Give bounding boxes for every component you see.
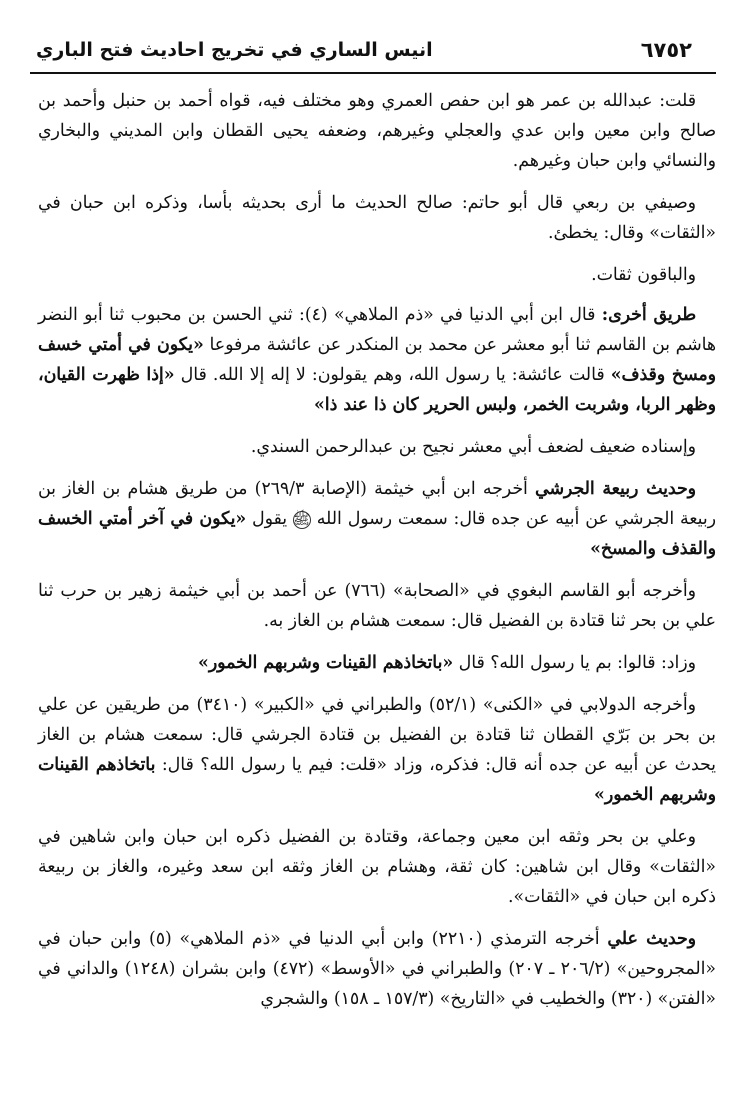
paragraph-text: وأخرجه الدولابي في «الكنى» (٥٢/١) والطبراني في «الكبير» (٣٤١٠) من طريقين عن علي بن بحر بن بَرّي القطان ثنا قتادة بن الفضيل بن قتادة الجرشي قال: سمعت هشام بن الغاز يحدث عن أبيه عن جده أنه قال: فذكره، وزاد «قلت: فيم يا رسول الله؟ قال: xyxy=(38,695,716,775)
section-heading: وحديث ربيعة الجرشي xyxy=(535,479,696,499)
hadith-quote: «إذا ظهرت القيان، وظهر الربا، وشربت الخمر، ولبس الحرير كان ذا عند ذا» xyxy=(38,365,716,415)
paragraph-8 xyxy=(38,648,716,678)
hadith-quote: باتخاذهم القينات وشربهم الخمور» xyxy=(38,755,716,805)
paragraph-9 xyxy=(38,690,716,810)
paragraph-text: أخرجه الترمذي (٢٢١٠) وابن أبي الدنيا في «ذم الملاهي» (٥) وابن حبان في «المجروحين» (٢٠٦/٢ ـ ٢٠٧) والطبراني في «الأوسط» (٤٧٢) وابن بشران (١٢٤٨) والداني في «الفتن» (٣٢٠) والخطيب في «التاريخ» (١٥٧/٣ ـ ١٥٨) والشجري xyxy=(38,929,716,1009)
paragraph-text: قال ابن أبي الدنيا في «ذم الملاهي» (٤): ثني الحسن بن محبوب ثنا أبو النضر هاشم بن القاسم ثنا أبو معشر عن محمد بن المنكدر عن عائشة مرفوعا xyxy=(38,305,716,355)
paragraph-11 xyxy=(38,924,716,1014)
page-body xyxy=(38,86,716,1026)
hadith-quote: «باتخاذهم القينات وشربهم الخمور» xyxy=(198,653,454,673)
paragraph-10 xyxy=(38,822,716,912)
paragraph-text: وأخرجه أبو القاسم البغوي في «الصحابة» (٧٦٦) عن أحمد بن أبي خيثمة زهير بن حرب ثنا علي بن بحر ثنا قتادة بن الفضيل قال: سمعت هشام بن الغاز به. xyxy=(38,581,716,631)
paragraph-text: يقول xyxy=(246,509,293,529)
hadith-quote: «يكون في آخر أمتي الخسف والقذف والمسخ» xyxy=(38,509,716,559)
paragraph-text: قلت: عبدالله بن عمر هو ابن حفص العمري وهو مختلف فيه، قواه أحمد بن حنبل وأحمد بن صالح وابن معين وابن عدي والعجلي وغيرهم، وضعفه يحيى القطان وابن المديني والبخاري والنسائي وابن حبان وغيرهم. xyxy=(38,91,716,171)
paragraph-text: أخرجه ابن أبي خيثمة (الإصابة ٢٦٩/٣) من طريق هشام بن الغاز بن ربيعة الجرشي عن أبيه عن جده قال: سمعت رسول الله xyxy=(38,479,716,529)
paragraph-text: قالت عائشة: يا رسول الله، وهم يقولون: لا إله إلا الله. قال xyxy=(174,365,611,385)
paragraph-6 xyxy=(38,474,716,564)
paragraph-1 xyxy=(38,86,716,176)
salutation-symbol: ﷺ xyxy=(293,511,310,528)
book-title: انيس الساري في تخريج احاديث فتح الباري xyxy=(36,39,433,61)
paragraph-text: وإسناده ضعيف لضعف أبي معشر نجيح بن عبدالرحمن السندي. xyxy=(250,437,696,457)
page-header xyxy=(30,30,716,74)
section-heading: طريق أخرى: xyxy=(601,305,696,325)
paragraph-7 xyxy=(38,576,716,636)
paragraph-text: وصيفي بن ربعي قال أبو حاتم: صالح الحديث ما أرى بحديثه بأسا، وذكره ابن حبان في «الثقات» وقال: يخطئ. xyxy=(38,193,716,243)
paragraph-5 xyxy=(38,432,716,462)
paragraph-text: والباقون ثقات. xyxy=(591,265,696,285)
paragraph-text: وعلي بن بحر وثقه ابن معين وجماعة، وقتادة بن الفضيل ذكره ابن حبان وابن شاهين في «الثقات» وقال ابن شاهين: كان ثقة، وهشام بن الغاز وثقه ابن سعد وغيره، والغاز بن ربيعة ذكره ابن حبان في «الثقات». xyxy=(38,827,716,907)
paragraph-3 xyxy=(38,260,716,290)
page-number: ٦٧٥٢ xyxy=(640,38,692,62)
hadith-quote: «يكون في أمتي خسف ومسخ وقذف» xyxy=(38,335,716,385)
paragraph-4 xyxy=(38,300,716,420)
paragraph-text: وزاد: قالوا: بم يا رسول الله؟ قال xyxy=(453,653,696,673)
paragraph-2 xyxy=(38,188,716,248)
section-heading: وحديث علي xyxy=(607,929,696,949)
